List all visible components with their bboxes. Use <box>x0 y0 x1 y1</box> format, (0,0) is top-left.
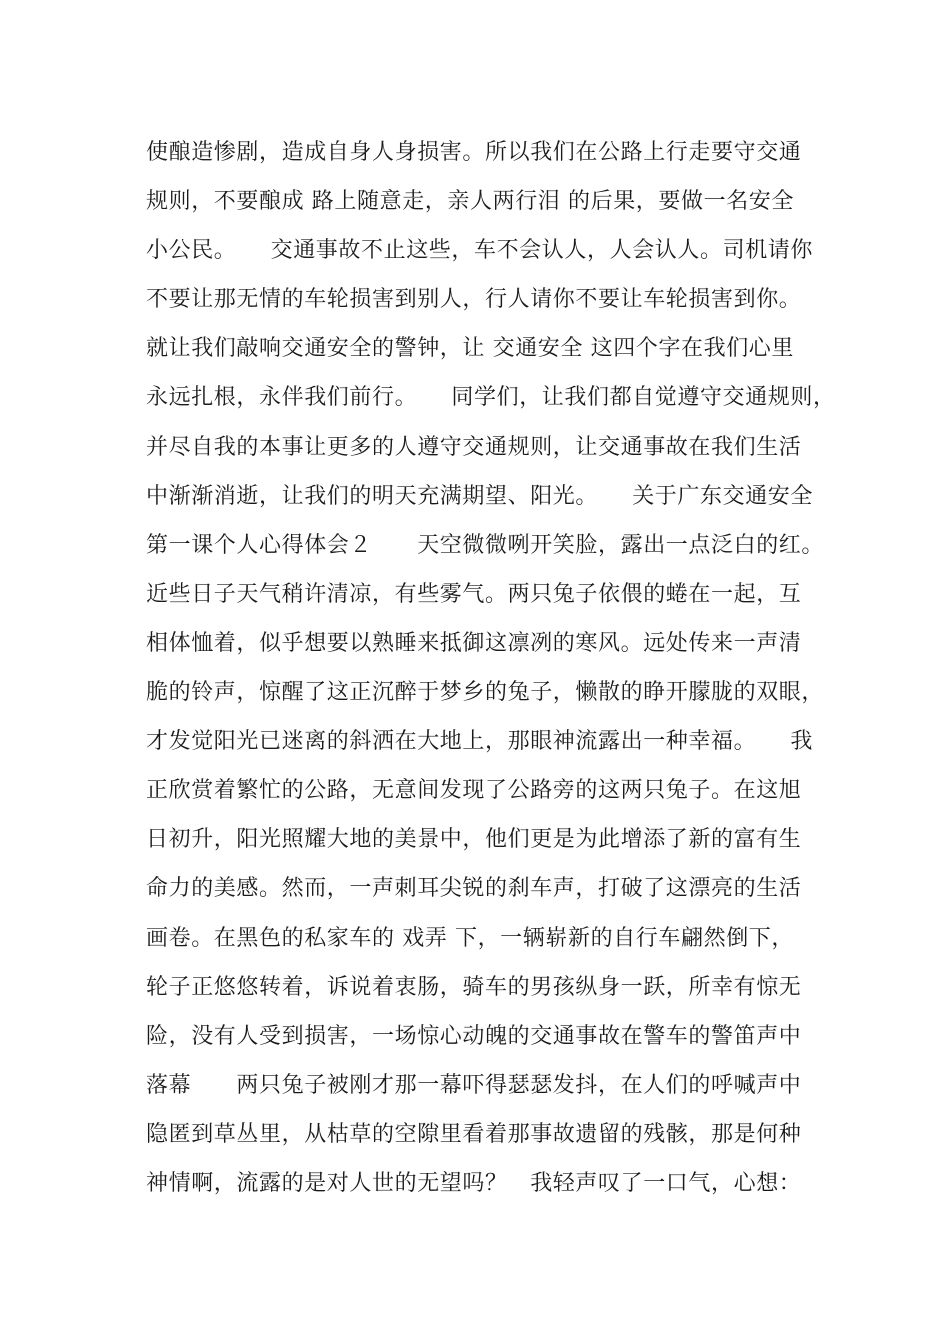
text-line: 规则，不要酿成 路上随意走，亲人两行泪 的后果，要做一名安全 <box>146 189 794 215</box>
text-line: 不要让那无情的车轮损害到别人，行人请你不要让车轮损害到你。 <box>146 287 802 313</box>
text-line: 就让我们敲响交通安全的警钟，让 交通安全 这四个字在我们心里 <box>146 336 794 362</box>
text-line: 才发觉阳光已迷离的斜洒在大地上，那眼神流露出一种幸福。 我 <box>146 729 814 755</box>
text-line: 落幕 两只兔子被刚才那一幕吓得瑟瑟发抖，在人们的呼喊声中 <box>146 1072 802 1098</box>
text-line: 并尽自我的本事让更多的人遵守交通规则，让交通事故在我们生活 <box>146 434 802 460</box>
text-line: 近些日子天气稍许清凉，有些雾气。两只兔子依偎的蜷在一起，互 <box>146 581 802 607</box>
text-line: 轮子正悠悠转着，诉说着衷肠，骑车的男孩纵身一跃，所幸有惊无 <box>146 974 802 1000</box>
text-line: 永远扎根，永伴我们前行。 同学们，让我们都自觉遵守交通规则， <box>146 385 836 411</box>
text-line: 日初升，阳光照耀大地的美景中，他们更是为此增添了新的富有生 <box>146 827 802 853</box>
text-line: 第一课个人心得体会２ 天空微微咧开笑脸，露出一点泛白的红。 <box>146 532 825 558</box>
text-line: 中渐渐消逝，让我们的明天充满期望、阳光。 关于广东交通安全 <box>146 483 814 509</box>
text-line: 画卷。在黑色的私家车的 戏弄 下，一辆崭新的自行车翩然倒下， <box>146 925 794 951</box>
text-line: 相体恤着，似乎想要以熟睡来抵御这凛冽的寒风。远处传来一声清 <box>146 630 802 656</box>
text-line: 使酿造惨剧，造成自身人身损害。所以我们在公路上行走要守交通 <box>146 140 802 165</box>
text-line: 神情啊，流露的是对人世的无望吗？ 我轻声叹了一口气，心想： <box>146 1170 802 1196</box>
text-line: 小公民。 交通事故不止这些，车不会认人，人会认人。司机请你 <box>146 238 814 264</box>
text-line: 隐匿到草丛里，从枯草的空隙里看着那事故遗留的残骸，那是何种 <box>146 1121 802 1147</box>
text-line: 脆的铃声，惊醒了这正沉醉于梦乡的兔子，懒散的睁开朦胧的双眼， <box>146 680 825 706</box>
text-line: 正欣赏着繁忙的公路，无意间发现了公路旁的这两只兔子。在这旭 <box>146 778 802 804</box>
body-text <box>146 128 836 1208</box>
text-line: 险，没有人受到损害，一场惊心动魄的交通事故在警车的警笛声中 <box>146 1023 802 1049</box>
text-line: 命力的美感。然而，一声刺耳尖锐的刹车声，打破了这漂亮的生活 <box>146 876 802 902</box>
